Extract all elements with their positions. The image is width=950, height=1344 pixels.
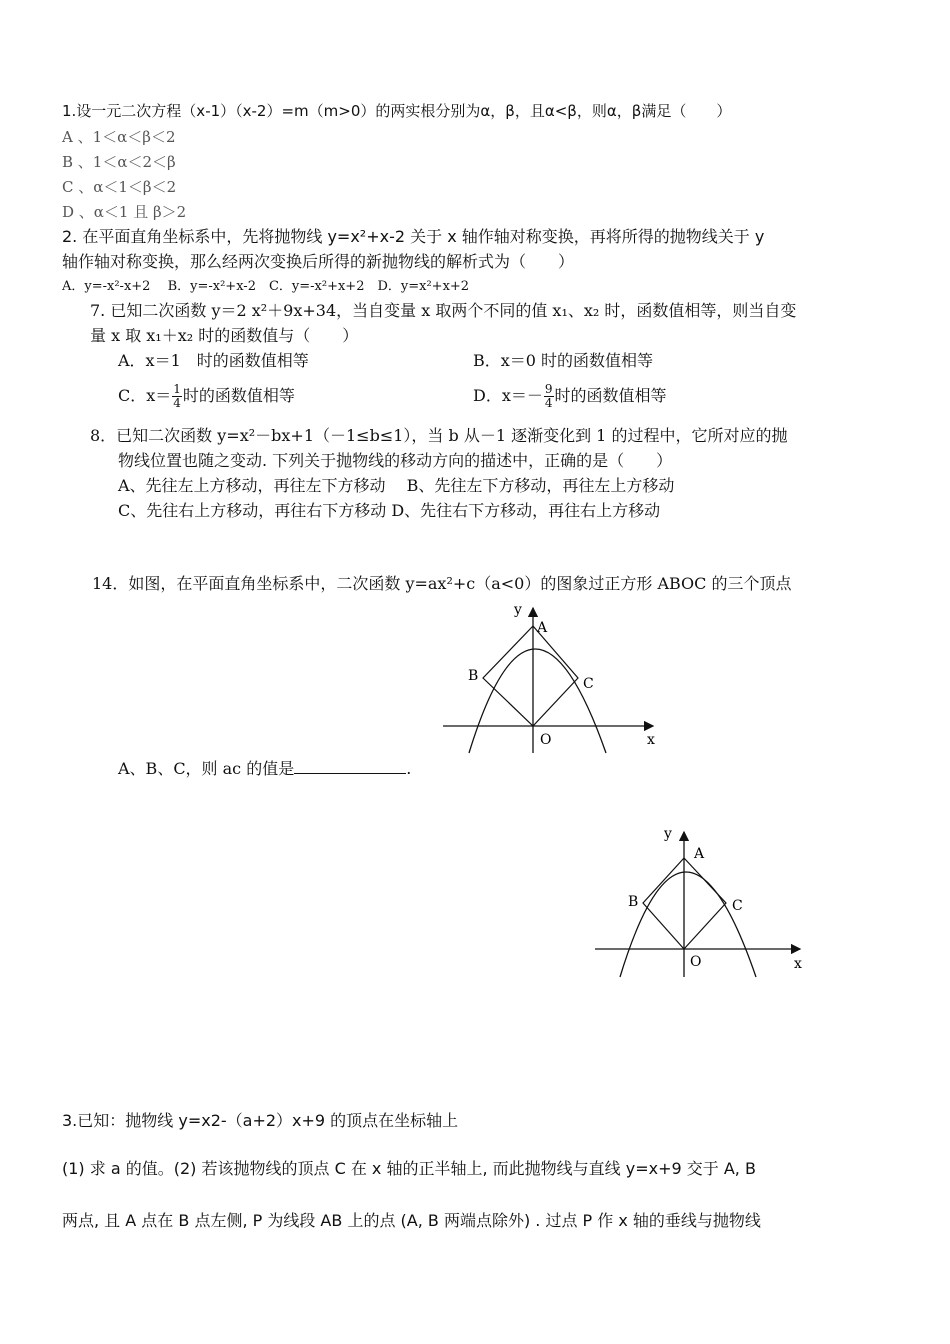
q7-option-d-prefix: D．x＝－ xyxy=(473,386,543,405)
q3-line3: 两点, 且 A 点在 B 点左侧, P 为线段 AB 上的点 (A, B 两端点除外) . 过点 P 作 x 轴的垂线与抛物线 xyxy=(62,1211,761,1230)
label-a: A xyxy=(537,620,548,636)
label-x: x xyxy=(794,956,802,972)
parabola-square-figure-1 xyxy=(438,598,668,758)
label-c: C xyxy=(583,676,594,692)
q2-options: A．y=-x²-x+2 B．y=-x²+x-2 C．y=-x²+x+2 D．y=x²+x+2 xyxy=(62,279,470,294)
q3-line2: (1) 求 a 的值。(2) 若该抛物线的顶点 C 在 x 轴的正半轴上, 而此抛物线与直线 y=x+9 交于 A, B xyxy=(62,1159,756,1178)
q7-option-d-numerator: 9 xyxy=(544,382,553,396)
q14-tail xyxy=(118,757,411,780)
q8-stem-line1: 8．已知二次函数 y=x²－bx+1（－1≤b≤1），当 b 从－1 逐渐变化到 1 的过程中，它所对应的抛 xyxy=(90,426,788,445)
q7-option-c-denominator: 4 xyxy=(173,396,181,410)
q7-option-c xyxy=(118,383,295,410)
q7-stem-line1: 7. 已知二次函数 y＝2 x²＋9x+34，当自变量 x 取两个不同的值 x₁、x₂ 时，函数值相等，则当自变 xyxy=(90,301,797,320)
label-b: B xyxy=(468,668,479,684)
q8-options-line1: A、先往左上方移动，再往左下方移动 B、先往左下方移动，再往左上方移动 xyxy=(118,476,675,495)
label-y: y xyxy=(664,826,672,842)
q7-option-c-fraction xyxy=(172,383,182,410)
label-x: x xyxy=(647,732,655,748)
q7-stem-line2: 量 x 取 x₁＋x₂ 时的函数值与（ ） xyxy=(90,326,359,345)
q7-option-d-suffix: 时的函数值相等 xyxy=(554,386,667,405)
q2-stem-line1: 2. 在平面直角坐标系中，先将抛物线 y=x²+x-2 关于 x 轴作轴对称变换，再将所得的抛物线关于 y xyxy=(62,227,765,246)
parabola-curve xyxy=(469,649,606,753)
q1-option-d: D 、α＜1 且 β＞2 xyxy=(62,203,187,221)
q8-stem-line2: 物线位置也随之变动. 下列关于抛物线的移动方向的描述中，正确的是（ ） xyxy=(118,451,673,470)
q7-option-c-numerator: 1 xyxy=(173,382,181,396)
q2-stem-line2: 轴作轴对称变换，那么经两次变换后所得的新抛物线的解析式为（ ） xyxy=(62,252,575,271)
q8-options-line2: C、先往右上方移动，再往右下方移动 D、先往右下方移动，再往右上方移动 xyxy=(118,501,661,520)
parabola-curve xyxy=(620,872,756,977)
q1-option-b: B 、1＜α＜2＜β xyxy=(62,153,176,171)
label-a: A xyxy=(694,846,705,862)
label-y: y xyxy=(514,602,522,618)
q7-option-c-suffix: 时的函数值相等 xyxy=(182,386,295,405)
q7-option-b: B．x＝0 时的函数值相等 xyxy=(473,351,654,370)
q14-tail-end: . xyxy=(406,759,412,778)
q7-option-a: A．x＝1 时的函数值相等 xyxy=(118,351,309,370)
q7-option-d xyxy=(473,383,667,410)
q7-option-d-fraction xyxy=(544,383,554,410)
q1-option-a: A 、1＜α＜β＜2 xyxy=(62,128,176,146)
q3-stem: 3.已知：抛物线 y=x2-（a+2）x+9 的顶点在坐标轴上 xyxy=(62,1111,459,1130)
label-o: O xyxy=(690,954,702,970)
q14-tail-text: A、B、C，则 ac 的值是 xyxy=(118,759,295,778)
answer-blank[interactable] xyxy=(294,757,406,774)
parabola-square-figure-2 xyxy=(590,822,820,982)
square-aboc xyxy=(483,626,578,726)
label-c: C xyxy=(732,898,743,914)
label-o: O xyxy=(540,732,552,748)
q7-option-d-denominator: 4 xyxy=(544,396,553,410)
q14-stem: 14．如图，在平面直角坐标系中，二次函数 y=ax²+c（a<0）的图象过正方形 ABOC 的三个顶点 xyxy=(92,574,792,593)
q1-option-c: C 、α＜1＜β＜2 xyxy=(62,178,177,196)
q1-stem: 1.设一元二次方程（x-1）（x-2）=m（m>0）的两实根分别为α，β，且α<β，则α，β满足（ ） xyxy=(62,102,732,120)
label-b: B xyxy=(628,894,639,910)
q7-option-c-prefix: C．x＝ xyxy=(118,386,172,405)
